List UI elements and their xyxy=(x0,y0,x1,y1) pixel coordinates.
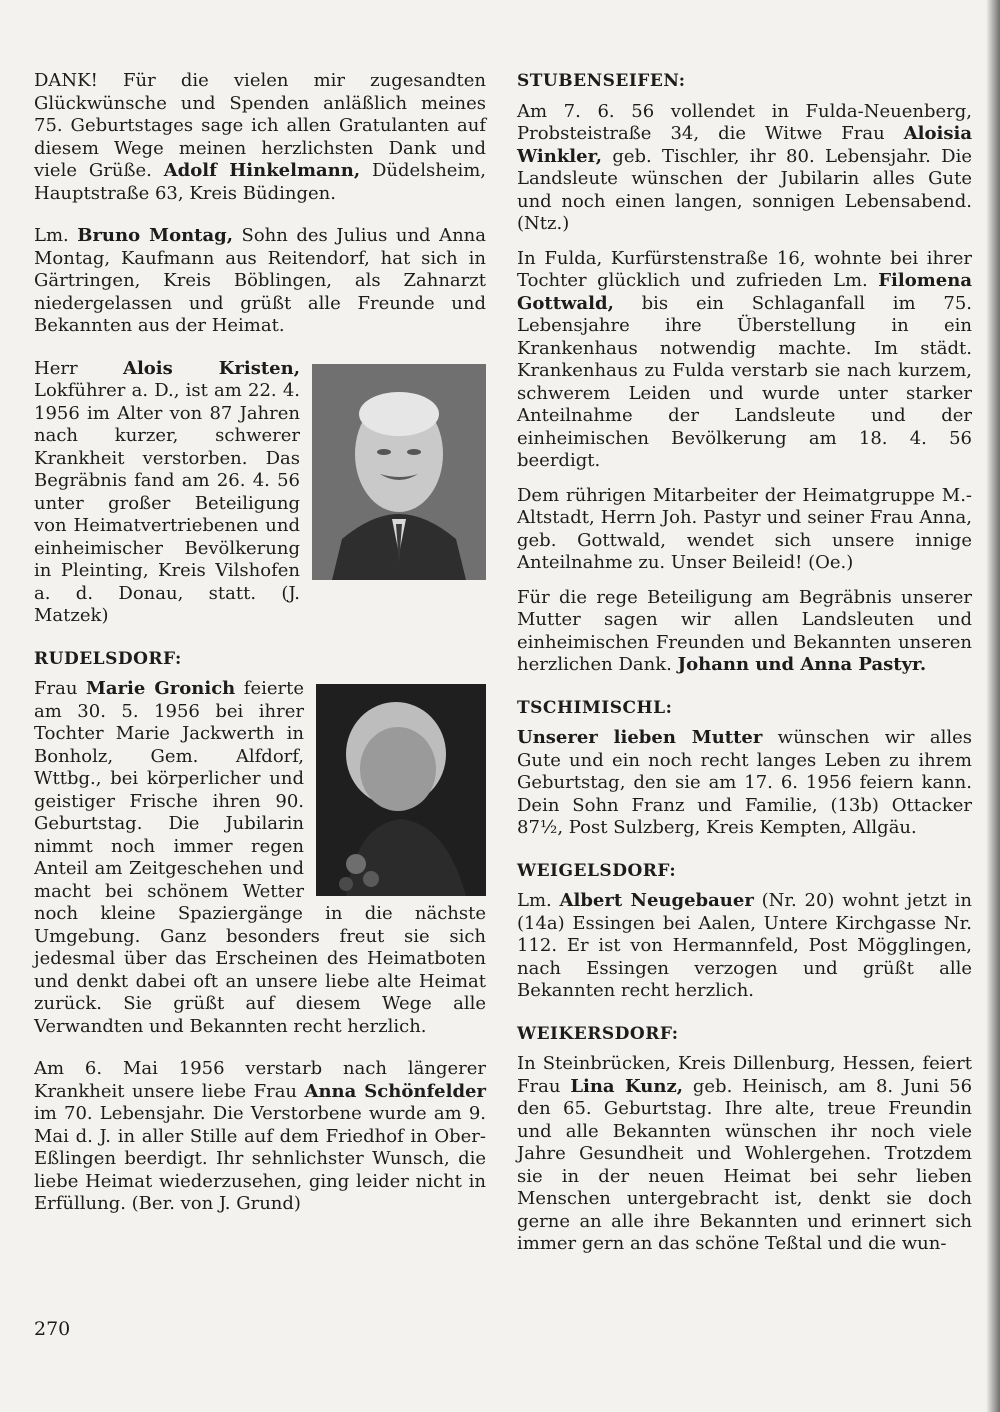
name-kristen: Alois Kristen, xyxy=(123,357,300,379)
name-gottwald: Filomena Gottwald, xyxy=(517,270,972,314)
birthday-winkler: Am 7. 6. 56 vollendet in Fulda-Neuenberg, Probsteistraße 34, die Witwe Frau Aloisia Winkler, geb. Tischler, ihr 80. Lebensjahr. Die Landsleute wünschen der Jubilarin alles Gute und noch einen langen, sonnigen Lebensabend. (Ntz.) xyxy=(517,100,972,234)
left-column xyxy=(34,70,486,1228)
section-heading-tschimischl: TSCHIMISCHL: xyxy=(517,697,673,718)
name-montag: Bruno Montag, xyxy=(77,225,233,246)
condolence-pastyr: Dem rührigen Mitarbeiter der Heimatgruppe M.-Altstadt, Herrn Joh. Pastyr und seiner Frau Anna, geb. Gottwald, wendet sich unsere innige Anteilnahme zu. Unser Beileid! (Oe.) xyxy=(517,484,972,573)
section-heading-stubenseifen: STUBENSEIFEN: xyxy=(517,71,686,91)
birthday-gronich: Frau Marie Gronich feierte am 30. 5. 1956 bei ihrer Tochter Marie Jackwerth in Bonholz, Gem. Alfdorf, Wttbg., bei körperlicher und geistiger Frische ihren 90. Geburtstag. Die Jubilarin nimmt noch immer regen Anteil am Zeitgeschehen und macht bei schönem Wetter noch kleine Spaziergänge in die nächste Umgebung. Ganz besonders freut sie sich jedesmal über das Erscheinen des Heimatboten und denkt dabei oft an unsere liebe alte Heimat zurück. Sie grüßt auf diesem Wege alle Verwandten und Bekannten recht herzlich. xyxy=(34,678,486,1037)
section-heading-weikersdorf: WEIKERSDORF: xyxy=(517,1023,679,1044)
name-kunz: Lina Kunz, xyxy=(570,1075,683,1097)
portrait-photo-kristen xyxy=(312,364,486,580)
name-hinkelmann: Adolf Hinkelmann, xyxy=(163,160,361,181)
name-neugebauer: Albert Neugebauer xyxy=(559,890,754,911)
page-edge-shadow xyxy=(986,0,1000,1412)
thanks-pastyr: Für die rege Beteiligung am Begräbnis unserer Mutter sagen wir allen Landsleuten und einheimischen Freunden und Bekannten unseren herzlichen Dank. Johann und Anna Pastyr. xyxy=(517,586,972,675)
portrait-photo-gronich xyxy=(316,684,486,896)
notice-neugebauer: Lm. Albert Neugebauer (Nr. 20) wohnt jetzt in (14a) Essingen bei Aalen, Untere Kirchgasse Nr. 112. Er ist von Hermannfeld, Post Mögglingen, nach Essingen verzogen und grüßt alle Bekannten recht herzlich. xyxy=(517,890,972,1001)
notice-montag: Lm. Bruno Montag, Sohn des Julius und Anna Montag, Kaufmann aus Reitendorf, hat sich in Gärtringen, Kreis Böblingen, als Zahnarzt niedergelassen und grüßt alle Freunde und Bekannten aus der Heimat. xyxy=(34,225,486,336)
obituary-kristen: Herr Alois Kristen, Lokführer a. D., ist am 22. 4. 1956 im Alter von 87 Jahren nach kurzer, schwerer Krankheit verstorben. Das Begräbnis fand am 26. 4. 56 unter großer Beteiligung von Heimatvertriebenen und einheimischer Bevölkerung in Pleinting, Kreis Vilshofen a. d. Donau, statt. (J. Matzek) xyxy=(34,358,486,628)
section-heading-weigelsdorf: WEIGELSDORF: xyxy=(517,860,677,881)
birthday-mutter: Unserer lieben Mutter wünschen wir alles Gute und ein noch recht langes Leben zu ihrem Geburtstag, den sie am 17. 6. 1956 feiern kann. Dein Sohn Franz und Familie, (13b) Ottacker 87½, Post Sulzberg, Kreis Kempten, Allgäu. xyxy=(517,727,972,838)
thanks-notice-hinkelmann: DANK! Für die vielen mir zugesandten Glückwünsche und Spenden anläßlich meines 75. Geburtstages sage ich allen Gratulanten auf diesem Wege meinen herzlichsten Dank und viele Grüße. Adolf Hinkelmann, Düdelsheim, Hauptstraße 63, Kreis Büdingen. xyxy=(34,70,486,204)
right-column xyxy=(517,70,972,1268)
obituary-schoenfelder: Am 6. Mai 1956 verstarb nach längerer Krankheit unsere liebe Frau Anna Schönfelder im 70. Lebensjahr. Die Verstorbene wurde am 9. Mai d. J. in aller Stille auf dem Friedhof in Ober-Eßlingen beerdigt. Ihr sehnlichster Wunsch, die liebe Heimat wiederzusehen, ging leider nicht in Erfüllung. (Ber. von J. Grund) xyxy=(34,1058,486,1214)
greeting-mutter: Unserer lieben Mutter xyxy=(517,727,763,748)
name-gronich: Marie Gronich xyxy=(85,678,236,699)
page-number: 270 xyxy=(34,1318,71,1340)
birthday-kunz: In Steinbrücken, Kreis Dillenburg, Hessen, feiert Frau Lina Kunz, geb. Heinisch, am 8. Juni 56 den 65. Geburtstag. Ihre alte, treue Freundin und alle Bekannten wünschen ihr noch viele Jahre Gesundheit und Wohlergehen. Trotzdem sie in der neuen Heimat bei sehr lieben Menschen untergebracht ist, denkt sie doch gerne an alle ihre Bekannten und erinnert sich immer gern an das schöne Teßtal und die wun- xyxy=(517,1053,973,1254)
obituary-gottwald: In Fulda, Kurfürstenstraße 16, wohnte bei ihrer Tochter glücklich und zufrieden Lm. Filomena Gottwald, bis ein Schlaganfall im 75. Lebensjahre ihre Überstellung in ein Krankenhaus notwendig machte. Im städt. Krankenhaus zu Fulda verstarb sie nach kurzem, schwerem Leiden und wurde unter starker Anteilnahme der Landsleute und der einheimischen Bevölkerung am 18. 4. 56 beerdigt. xyxy=(517,247,972,471)
section-heading-rudelsdorf: RUDELSDORF: xyxy=(34,648,182,669)
name-winkler: Aloisia Winkler, xyxy=(517,123,972,167)
name-schoenfelder: Anna Schönfelder xyxy=(304,1080,486,1102)
name-pastyr: Johann und Anna Pastyr. xyxy=(677,654,927,675)
